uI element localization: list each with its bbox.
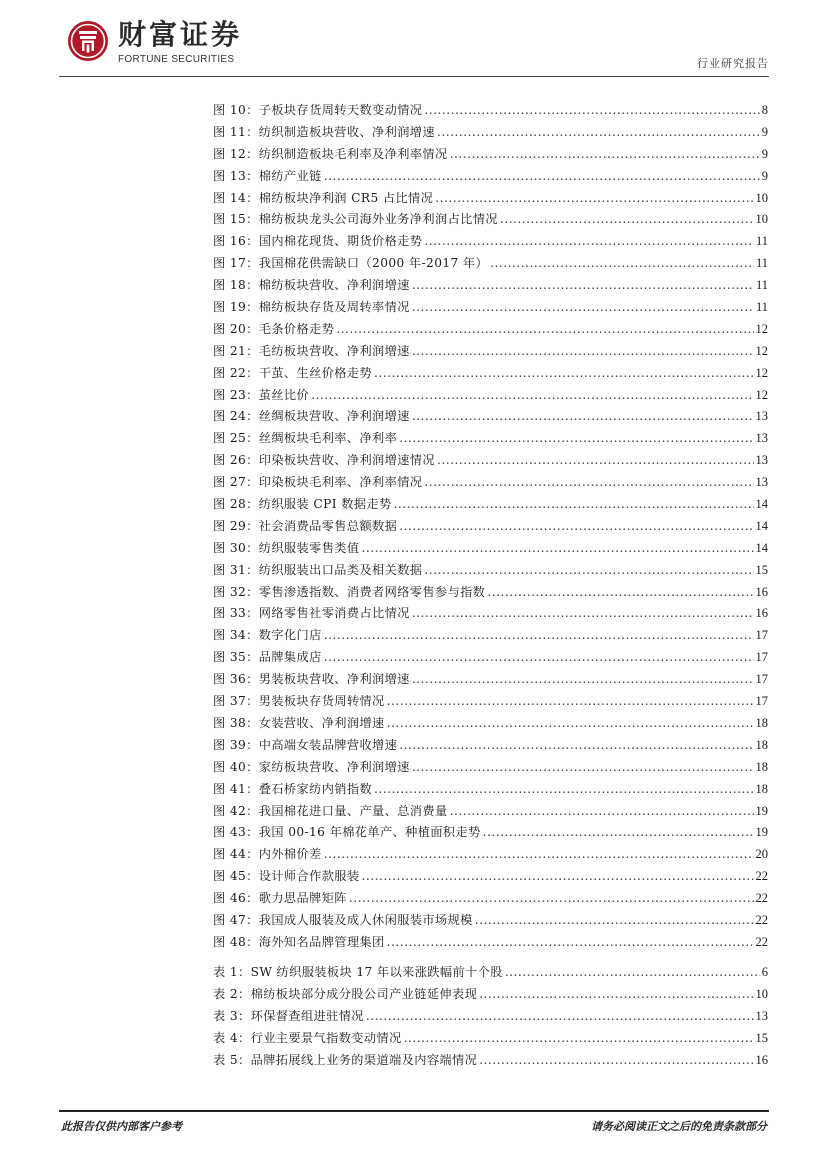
dot-leader <box>424 563 753 577</box>
dot-leader <box>387 694 754 708</box>
figure-entry-label: 图 13：棉纺产业链 <box>213 168 322 183</box>
figure-entry-label: 图 32：零售渗透指数、消费者网络零售参与指数 <box>213 584 486 599</box>
dot-leader <box>424 234 754 248</box>
figure-entry-label: 图 18：棉纺板块营收、净利润增速 <box>213 278 410 293</box>
figure-entry-label: 图 23：茧丝比价 <box>213 387 310 402</box>
figure-entry-page-number: 8 <box>761 103 768 117</box>
table-entry-label: 表 3：环保督查组进驻情况 <box>213 1008 364 1023</box>
table-entry[interactable] <box>213 963 768 985</box>
figure-entry-label: 图 11：纺织制造板块营收、净利润增速 <box>213 124 435 139</box>
figure-entry[interactable] <box>213 539 768 561</box>
figure-entry-label: 图 41：叠石桥家纺内销指数 <box>213 781 373 796</box>
table-entry-page-number: 13 <box>755 1008 768 1023</box>
figure-entry-label: 图 46：歌力思品牌矩阵 <box>213 891 347 906</box>
figure-entry-label: 图 27：印染板块毛利率、净利率情况 <box>213 475 423 490</box>
figure-entry-page-number: 10 <box>755 190 768 205</box>
figure-entry-page-number: 13 <box>755 431 768 446</box>
figure-entry-label: 图 30：纺织服装零售类值 <box>213 540 360 555</box>
figure-entry-label: 图 22：干茧、生丝价格走势 <box>213 365 373 380</box>
figure-entry-page-number: 18 <box>755 759 768 774</box>
figure-entry-label: 图 34：数字化门店 <box>213 628 322 643</box>
figure-entry-page-number: 18 <box>755 781 768 796</box>
dot-leader <box>475 913 754 927</box>
figure-entry-page-number: 12 <box>755 343 768 358</box>
figure-entry-label: 图 28：纺织服装 CPI 数据走势 <box>213 497 392 512</box>
figure-entry-label: 图 37：男装板块存货周转情况 <box>213 694 385 709</box>
figure-entry-label: 图 45：设计师合作款服装 <box>213 869 360 884</box>
dot-leader <box>324 847 754 861</box>
figure-entry-label: 图 14：棉纺板块净利润 CR5 占比情况 <box>213 190 434 205</box>
figure-entry-label: 图 35：品牌集成店 <box>213 650 322 665</box>
figure-entry-page-number: 12 <box>755 365 768 380</box>
figure-entry-page-number: 19 <box>755 803 768 818</box>
table-entry-label: 表 2：棉纺板块部分成分股公司产业链延伸表现 <box>213 986 478 1001</box>
figure-entry[interactable] <box>213 495 768 517</box>
figure-entry-page-number: 22 <box>755 934 768 949</box>
figure-entry-page-number: 22 <box>755 891 768 906</box>
figure-entry-page-number: 22 <box>755 912 768 927</box>
dot-leader <box>394 497 754 511</box>
figure-entry-page-number: 13 <box>755 475 768 490</box>
dot-leader <box>412 344 754 358</box>
figure-entry[interactable] <box>213 911 768 933</box>
figure-entry[interactable] <box>213 648 768 670</box>
figure-entry-label: 图 10：子板块存货周转天数变动情况 <box>213 103 423 117</box>
figure-entry-page-number: 15 <box>755 562 768 577</box>
figure-entry-label: 图 29：社会消费品零售总额数据 <box>213 518 398 533</box>
dot-leader <box>324 628 754 642</box>
dot-leader <box>361 541 753 555</box>
figure-entry[interactable] <box>213 210 768 232</box>
brand-name-cn: 财富证券 <box>118 18 243 51</box>
fortune-securities-logo-icon <box>67 20 109 62</box>
figure-entry-label: 图 47：我国成人服装及成人休闲服装市场规模 <box>213 912 473 927</box>
figure-entry-page-number: 12 <box>755 321 768 336</box>
dot-leader <box>387 716 754 730</box>
dot-leader <box>412 760 754 774</box>
dot-leader <box>361 869 753 883</box>
figure-entry-page-number: 12 <box>755 387 768 402</box>
dot-leader <box>412 409 754 423</box>
dot-leader <box>479 1053 753 1067</box>
table-entry[interactable] <box>213 1051 768 1073</box>
figure-entry-label: 图 16：国内棉花现货、期货价格走势 <box>213 234 423 249</box>
figure-entry[interactable] <box>213 101 768 123</box>
figure-entry[interactable] <box>213 429 768 451</box>
dot-leader <box>412 606 754 620</box>
figure-entry[interactable] <box>213 736 768 758</box>
figure-entry[interactable] <box>213 276 768 298</box>
dot-leader <box>349 891 754 905</box>
figure-entry-label: 图 21：毛纺板块营收、净利润增速 <box>213 343 410 358</box>
figure-entry[interactable] <box>213 780 768 802</box>
figure-entry[interactable] <box>213 583 768 605</box>
header-divider <box>59 76 769 77</box>
dot-leader <box>311 388 753 402</box>
figure-entry-page-number: 13 <box>755 409 768 424</box>
dot-leader <box>387 935 754 949</box>
dot-leader <box>399 431 753 445</box>
dot-leader <box>450 147 760 161</box>
figure-entry-label: 图 33：网络零售社零消费占比情况 <box>213 606 410 621</box>
dot-leader <box>450 804 754 818</box>
figure-entry-label: 图 15：棉纺板块龙头公司海外业务净利润占比情况 <box>213 212 498 227</box>
figure-list <box>213 101 768 955</box>
figure-entry-label: 图 36：男装板块营收、净利润增速 <box>213 672 410 687</box>
footer-disclaimer-left: 此报告仅供内部客户参考 <box>61 1120 182 1133</box>
figure-entry[interactable] <box>213 298 768 320</box>
figure-entry[interactable] <box>213 604 768 626</box>
figure-entry-label: 图 26：印染板块营收、净利润增速情况 <box>213 453 435 468</box>
figure-entry[interactable] <box>213 386 768 408</box>
dot-leader <box>399 519 753 533</box>
figure-entry-label: 图 17：我国棉花供需缺口（2000 年-2017 年） <box>213 256 489 271</box>
dot-leader <box>324 169 760 183</box>
figure-entry-page-number: 14 <box>755 518 768 533</box>
dot-leader <box>424 103 759 117</box>
figure-entry[interactable] <box>213 451 768 473</box>
figure-entry-label: 图 48：海外知名品牌管理集团 <box>213 934 385 949</box>
figure-entry[interactable] <box>213 845 768 867</box>
table-entry-label: 表 1：SW 纺织服装板块 17 年以来涨跌幅前十个股 <box>213 965 503 979</box>
figure-entry-page-number: 9 <box>761 168 768 183</box>
figure-entry-page-number: 19 <box>755 825 768 840</box>
dot-leader <box>412 300 754 314</box>
page-header <box>0 0 827 80</box>
figure-entry[interactable] <box>213 407 768 429</box>
table-entry-page-number: 15 <box>755 1030 768 1045</box>
figure-entry-label: 图 39：中高端女装品牌营收增速 <box>213 737 398 752</box>
figure-entry-label: 图 42：我国棉花进口量、产量、总消费量 <box>213 803 448 818</box>
figure-entry[interactable] <box>213 342 768 364</box>
dot-leader <box>324 650 754 664</box>
figure-entry-page-number: 17 <box>755 694 768 709</box>
dot-leader <box>505 965 760 979</box>
dot-leader <box>404 1031 754 1045</box>
dot-leader <box>366 1009 754 1023</box>
dot-leader <box>500 212 754 226</box>
figure-entry[interactable] <box>213 758 768 780</box>
dot-leader <box>437 453 754 467</box>
brand-name-en: FORTUNE SECURITIES <box>118 54 235 65</box>
dot-leader <box>424 475 753 489</box>
table-entry[interactable] <box>213 1029 768 1051</box>
figure-entry-page-number: 17 <box>755 628 768 643</box>
figure-entry-label: 图 31：纺织服装出口品类及相关数据 <box>213 562 423 577</box>
figure-entry[interactable] <box>213 561 768 583</box>
table-entry[interactable] <box>213 985 768 1007</box>
figure-entry-label: 图 20：毛条价格走势 <box>213 321 335 336</box>
figure-entry[interactable] <box>213 145 768 167</box>
figure-entry-label: 图 44：内外棉价差 <box>213 847 322 862</box>
figure-entry-label: 图 38：女装营收、净利润增速 <box>213 715 385 730</box>
table-list <box>213 963 768 1072</box>
figure-entry[interactable] <box>213 692 768 714</box>
dot-leader <box>374 366 753 380</box>
dot-leader <box>487 585 753 599</box>
dot-leader <box>412 278 754 292</box>
report-type: 行业研究报告 <box>697 57 769 70</box>
figure-entry-page-number: 11 <box>755 256 768 271</box>
figure-entry[interactable] <box>213 167 768 189</box>
figure-entry[interactable] <box>213 232 768 254</box>
figure-entry[interactable] <box>213 823 768 845</box>
dot-leader <box>435 191 753 205</box>
figure-entry[interactable] <box>213 320 768 342</box>
figure-entry-page-number: 16 <box>755 606 768 621</box>
footer-divider <box>59 1110 769 1112</box>
figure-entry-page-number: 17 <box>755 650 768 665</box>
figure-entry-page-number: 9 <box>761 146 768 161</box>
dot-leader <box>437 125 760 139</box>
figure-entry-page-number: 9 <box>761 124 768 139</box>
figure-entry-page-number: 16 <box>755 584 768 599</box>
figure-entry-page-number: 18 <box>755 737 768 752</box>
footer-disclaimer-right: 请务必阅读正文之后的免责条款部分 <box>591 1120 767 1133</box>
dot-leader <box>399 738 753 752</box>
figure-entry-label: 图 24：丝绸板块营收、净利润增速 <box>213 409 410 424</box>
figure-entry[interactable] <box>213 802 768 824</box>
dot-leader <box>479 987 753 1001</box>
figure-entry-label: 图 19：棉纺板块存货及周转率情况 <box>213 300 410 315</box>
figure-entry[interactable] <box>213 364 768 386</box>
figure-entry[interactable] <box>213 626 768 648</box>
table-entry-label: 表 5：品牌拓展线上业务的渠道端及内容端情况 <box>213 1052 478 1067</box>
figure-entry-page-number: 14 <box>755 540 768 555</box>
dot-leader <box>412 672 754 686</box>
dot-leader <box>490 256 754 270</box>
figure-entry-page-number: 18 <box>755 715 768 730</box>
figure-entry-label: 图 40：家纺板块营收、净利润增速 <box>213 759 410 774</box>
figure-entry[interactable] <box>213 473 768 495</box>
figure-entry[interactable] <box>213 254 768 276</box>
table-entry-page-number: 16 <box>755 1052 768 1067</box>
figure-entry[interactable] <box>213 714 768 736</box>
table-entry[interactable] <box>213 1007 768 1029</box>
figure-entry-page-number: 22 <box>755 869 768 884</box>
table-entry-label: 表 4：行业主要景气指数变动情况 <box>213 1030 402 1045</box>
figure-entry-page-number: 14 <box>755 497 768 512</box>
table-entry-page-number: 6 <box>761 965 768 979</box>
figure-entry-page-number: 17 <box>755 672 768 687</box>
figure-entry-page-number: 11 <box>755 278 768 293</box>
figure-entry-label: 图 25：丝绸板块毛利率、净利率 <box>213 431 398 446</box>
figure-entry[interactable] <box>213 867 768 889</box>
figure-entry[interactable] <box>213 189 768 211</box>
figure-entry-page-number: 13 <box>755 453 768 468</box>
table-entry-page-number: 10 <box>755 986 768 1001</box>
figure-entry-page-number: 10 <box>755 212 768 227</box>
figure-entry-page-number: 11 <box>755 234 768 249</box>
figure-entry-label: 图 43：我国 00-16 年棉花单产、种植面积走势 <box>213 825 481 840</box>
figure-entry[interactable] <box>213 889 768 911</box>
figure-entry[interactable] <box>213 933 768 955</box>
figure-entry[interactable] <box>213 670 768 692</box>
figure-entry[interactable] <box>213 123 768 145</box>
figure-entry-page-number: 20 <box>755 847 768 862</box>
dot-leader <box>336 322 753 336</box>
dot-leader <box>483 825 754 839</box>
dot-leader <box>374 782 753 796</box>
figure-entry-page-number: 11 <box>755 300 768 315</box>
figure-entry[interactable] <box>213 517 768 539</box>
figure-entry-label: 图 12：纺织制造板块毛利率及净利率情况 <box>213 146 448 161</box>
